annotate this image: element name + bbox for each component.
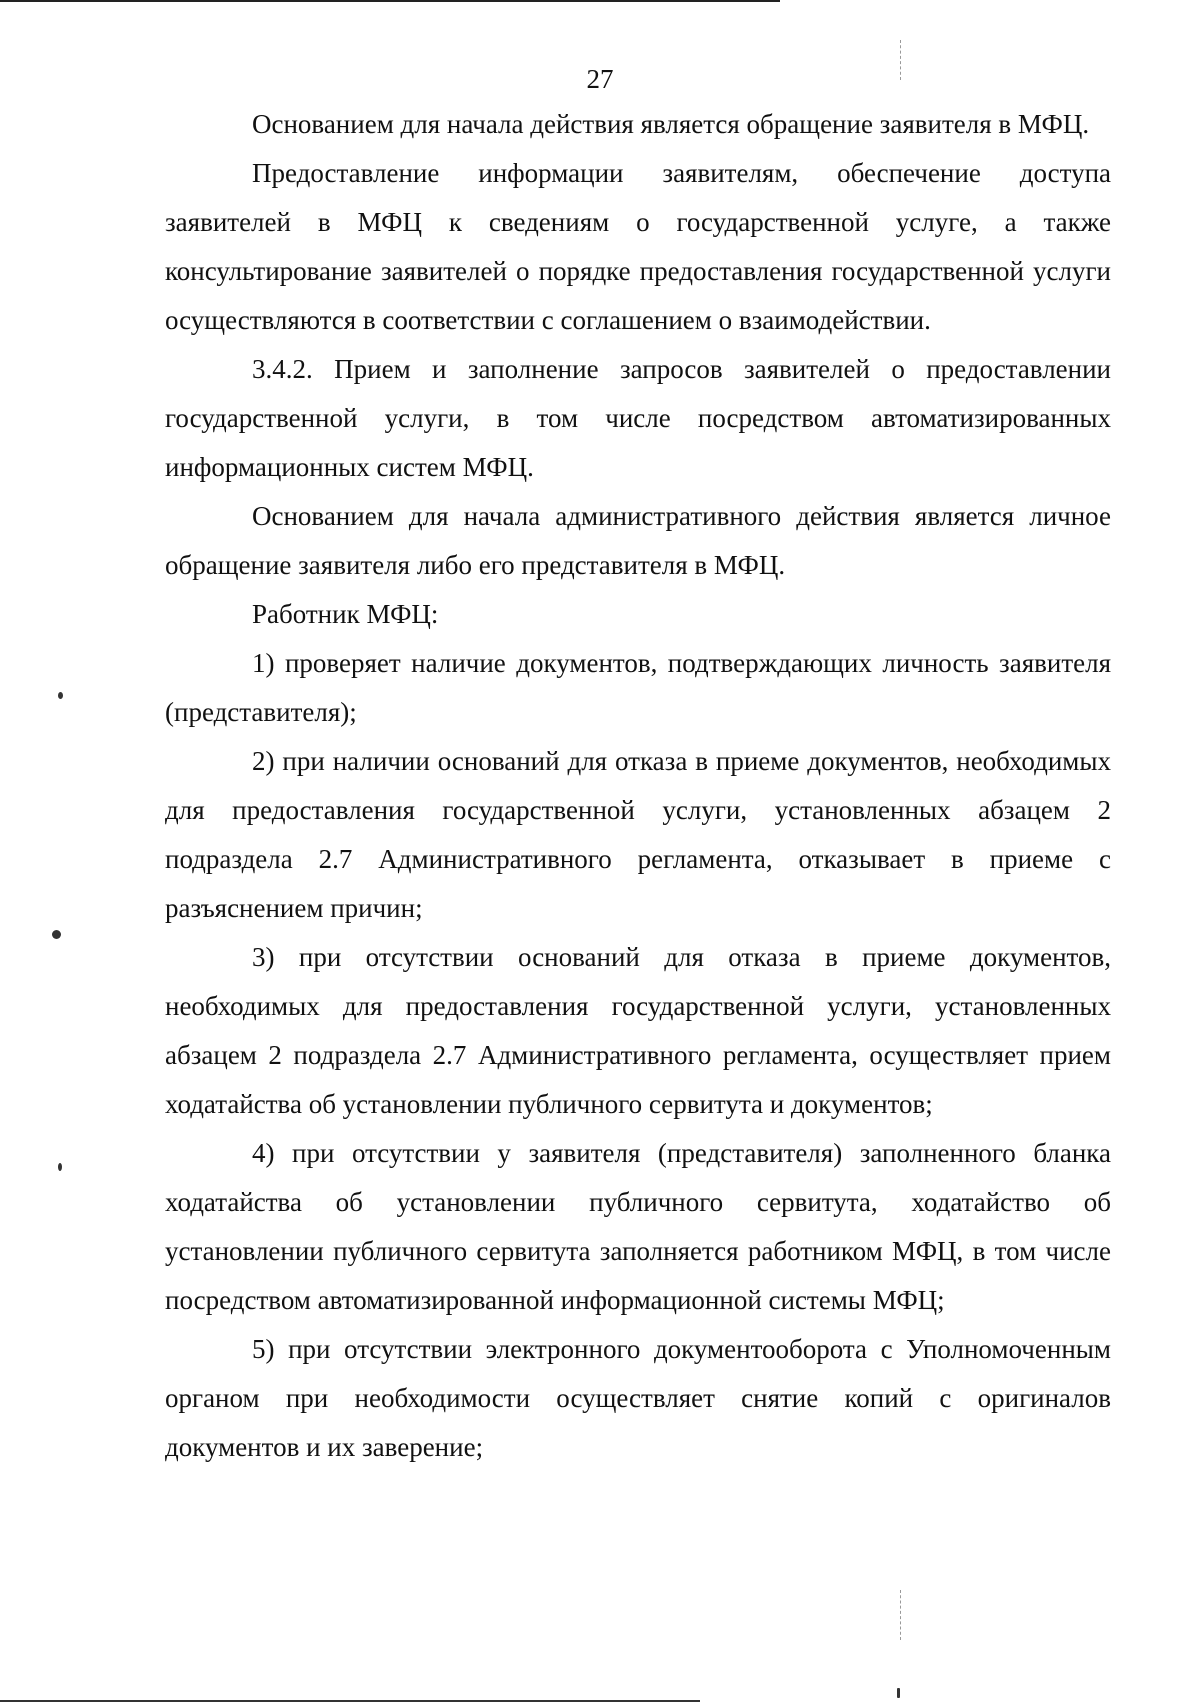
list-item-3: 3) при отсутствии оснований для отказа в приеме документов, необходимых для предоставления государственной услуги, установленных абзацем 2 подраздела 2.7 Административного регламента, осуществляет прием ходатайства об установлении публичного сервитута и документов;	[165, 942, 1111, 1119]
scan-speck	[58, 692, 63, 699]
list-item-1: 1) проверяет наличие документов, подтверждающих личность заявителя (представителя);	[165, 648, 1111, 727]
scan-speck	[52, 930, 61, 939]
paragraph-mfc-worker: Работник МФЦ:	[252, 599, 439, 629]
list-item-2: 2) при наличии оснований для отказа в приеме документов, необходимых для предоставления государственной услуги, установленных абзацем 2 подраздела 2.7 Административного регламента, отказывает в приеме с разъяснением причин;	[165, 746, 1111, 923]
list-item-5: 5) при отсутствии электронного документооборота с Уполномоченным органом при необходимости осуществляет снятие копий с оригиналов документов и их заверение;	[165, 1334, 1111, 1462]
scan-speck	[58, 1163, 62, 1171]
scan-fold-line	[900, 40, 902, 80]
paragraph-basis-for-action: Основанием для начала действия является обращение заявителя в МФЦ.	[252, 109, 1090, 139]
paragraph-section-3-4-2: 3.4.2. Прием и заполнение запросов заявителей о предоставлении государственной услуги, в том числе посредством автоматизированных информационных систем МФЦ.	[165, 354, 1111, 482]
scan-fold-line	[900, 1590, 902, 1640]
scan-top-edge	[0, 0, 780, 2]
list-item-4: 4) при отсутствии у заявителя (представителя) заполненного бланка ходатайства об установлении публичного сервитута, ходатайство об установлении публичного сервитута заполняется работником МФЦ, в том числе посредством автоматизированной информационной системы МФЦ;	[165, 1138, 1111, 1315]
page-number: 27	[586, 64, 614, 94]
document-body	[165, 100, 1111, 1472]
paragraph-basis-for-admin-action: Основанием для начала административного действия является личное обращение заявителя либо его представителя в МФЦ.	[165, 501, 1111, 580]
scan-speck	[897, 1688, 900, 1698]
paragraph-information-provision: Предоставление информации заявителям, обеспечение доступа заявителей в МФЦ к сведениям о государственной услуге, а также консультирование заявителей о порядке предоставления государственной услуги осуществляются в соответствии с соглашением о взаимодействии.	[165, 158, 1111, 335]
scan-bottom-edge	[0, 1700, 700, 1702]
